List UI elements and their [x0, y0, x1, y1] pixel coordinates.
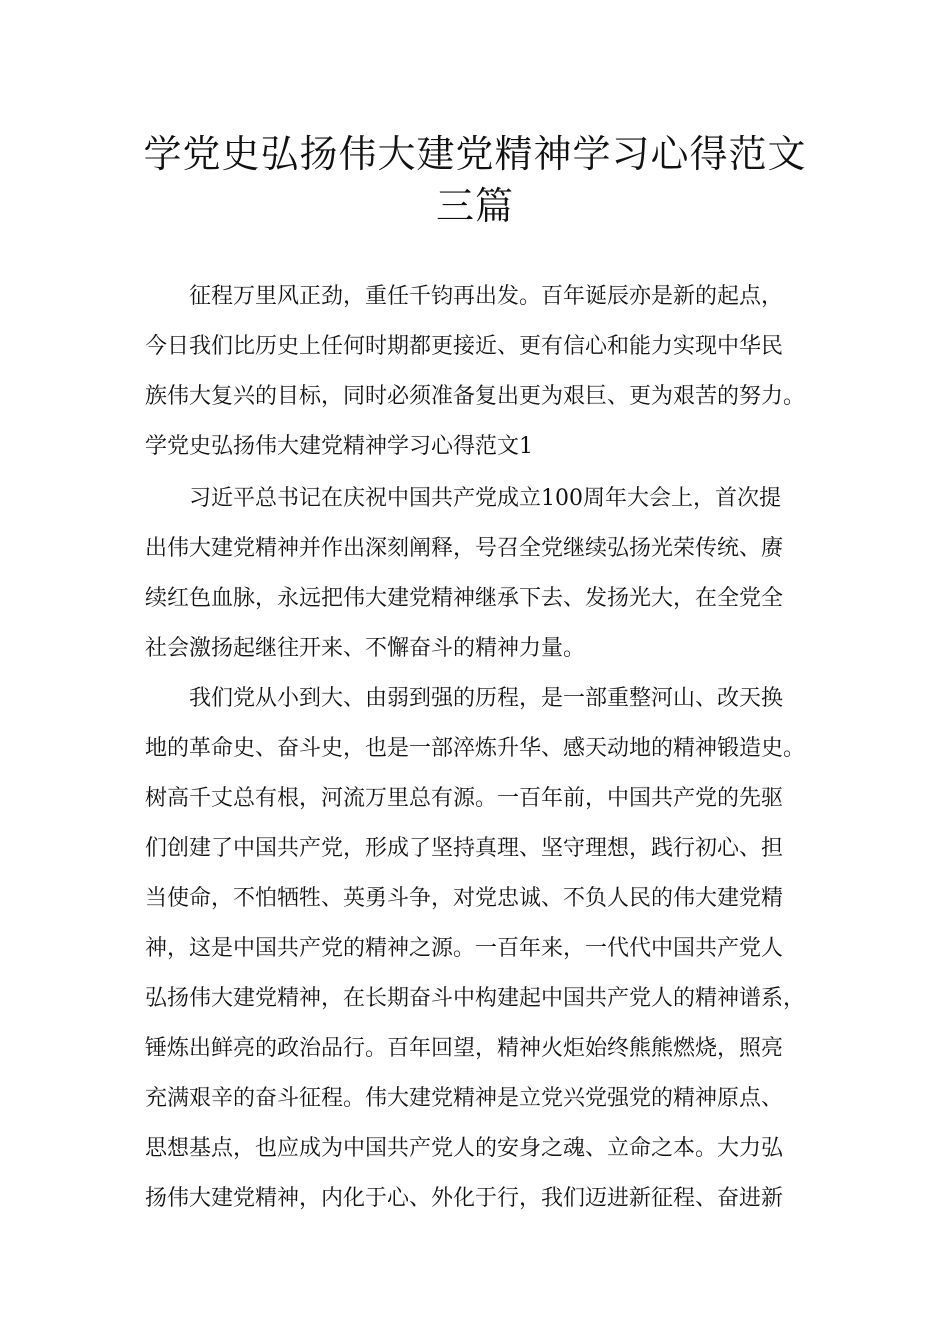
paragraph-2-line-5: 当使命，不怕牺牲、英勇斗争，对党忠诚、不负人民的伟大建党精 — [145, 886, 784, 911]
intro-line-2: 今日我们比历史上任何时期都更接近、更有信心和能力实现中华民 — [145, 334, 784, 359]
paragraph-1-line-2: 出伟大建党精神并作出深刻阐释，号召全党继续弘扬光荣传统、赓 — [145, 536, 784, 561]
paragraph-2-line-8: 锤炼出鲜亮的政治品行。百年回望，精神火炬始终熊熊燃烧，照亮 — [145, 1036, 784, 1061]
paragraph-2-line-3: 树高千丈总有根，河流万里总有源。一百年前，中国共产党的先驱 — [145, 786, 784, 811]
intro-line-1: 征程万里风正劲，重任千钧再出发。百年诞辰亦是新的起点， — [189, 284, 784, 309]
title-line-1: 学党史弘扬伟大建党精神学习心得范文 — [143, 132, 807, 176]
paragraph-2-line-11: 扬伟大建党精神，内化于心、外化于行，我们迈进新征程、奋进新 — [145, 1186, 784, 1211]
paragraph-2-line-1: 我们党从小到大、由弱到强的历程，是一部重整河山、改天换 — [189, 686, 784, 711]
paragraph-2-line-6: 神，这是中国共产党的精神之源。一百年来，一代代中国共产党人 — [145, 936, 784, 961]
paragraph-2-line-9: 充满艰辛的奋斗征程。伟大建党精神是立党兴党强党的精神原点、 — [145, 1086, 784, 1111]
paragraph-2-line-2: 地的革命史、奋斗史，也是一部淬炼升华、感天动地的精神锻造史。 — [145, 736, 806, 761]
paragraph-2-line-4: 们创建了中国共产党，形成了坚持真理、坚守理想，践行初心、担 — [145, 836, 784, 861]
paragraph-2 — [145, 674, 810, 1224]
paragraph-1-line-3: 续红色血脉，永远把伟大建党精神继承下去、发扬光大，在全党全 — [145, 586, 784, 611]
paragraph-1-line-4: 社会激扬起继往开来、不懈奋斗的精神力量。 — [145, 636, 586, 661]
paragraph-2-line-10: 思想基点，也应成为中国共产党人的安身之魂、立命之本。大力弘 — [145, 1136, 784, 1161]
paragraph-1 — [145, 474, 810, 674]
paragraph-2-line-7: 弘扬伟大建党精神，在长期奋斗中构建起中国共产党人的精神谱系， — [145, 986, 806, 1011]
section-heading: 学党史弘扬伟大建党精神学习心得范文1 — [145, 434, 533, 459]
title-line-2: 三篇 — [435, 184, 514, 228]
intro-paragraph — [145, 272, 810, 422]
section-heading-block — [145, 422, 810, 472]
intro-line-3: 族伟大复兴的目标，同时必须准备复出更为艰巨、更为艰苦的努力。 — [145, 384, 806, 409]
paragraph-1-line-1: 习近平总书记在庆祝中国共产党成立100周年大会上，首次提 — [189, 486, 781, 511]
document-title — [0, 128, 950, 232]
